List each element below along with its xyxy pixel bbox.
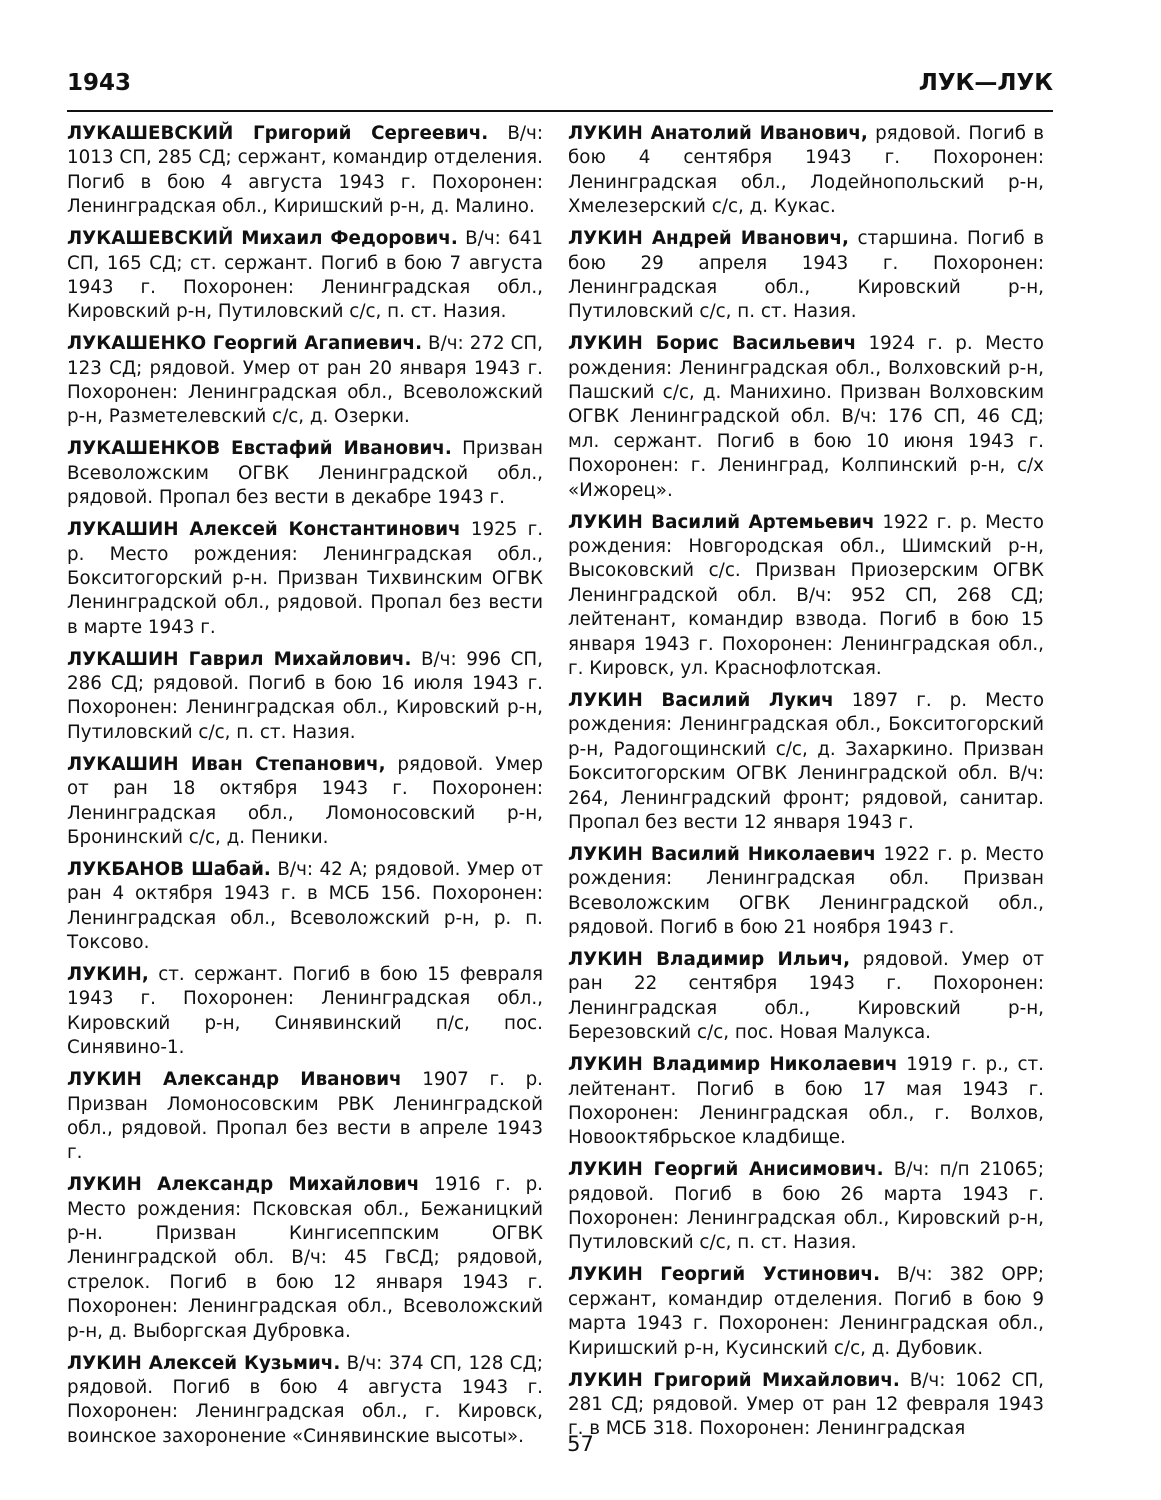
entry xyxy=(568,689,1044,835)
entry-text: В/ч: 272 СП, 123 СД; рядовой. Умер от ран 20 января 1943 г. Похоронен: Ленинградская обл., Всеволожский р-н, Разметелевский с/с, д. Озерки. xyxy=(67,333,543,428)
entry-text: 1925 г. р. Место рождения: Ленинградская обл., Бокситогорский р-н. Призван Тихвинским ОГВК Ленинградской обл., рядовой. Пропал без вести в марте 1943 г. xyxy=(67,519,544,638)
entry-text: В/ч: 996 СП, 286 СД; рядовой. Погиб в бою 16 июля 1943 г. Похоронен: Ленинградская обл., Кировский р-н, Путиловский с/с, п. ст. Назия. xyxy=(67,648,543,743)
entry xyxy=(67,122,543,220)
entry xyxy=(568,511,1044,682)
entry xyxy=(67,437,543,510)
entry-text: старшина. Погиб в бою 29 апреля 1943 г. Похоронен: Ленинградская обл., Кировский р-н, Путиловский с/с, п. ст. Назия. xyxy=(568,228,1044,323)
entry xyxy=(568,1158,1044,1256)
entry-text: 1924 г. р. Место рождения: Ленинградская обл., Волховский р-н, Пашский с/с, д. Манихино. Призван Волховским ОГВК Ленинградской обл. В/ч: 176 СП, 46 СД; мл. сержант. Погиб в бою 10 июня 1943 г. Похоронен: г. Ленинград, Колпинский р-н, с/х «Ижорец». xyxy=(568,333,1044,501)
entry-name: ЛУКИН Александр Михайлович xyxy=(67,1174,420,1196)
entry-name: ЛУКАШЕВСКИЙ Григорий Сергеевич. xyxy=(67,123,489,144)
entry-name: ЛУКАШЕВСКИЙ Михаил Федорович. xyxy=(67,228,458,250)
entry-name: ЛУКИН Георгий Анисимович. xyxy=(568,1159,884,1181)
entry-name: ЛУКБАНОВ Шабай. xyxy=(67,858,271,880)
entry-text: В/ч: 1062 СП, 281 СД; рядовой. Умер от ран 12 февраля 1943 г. в МСБ 318. Похоронен: Ленинградская xyxy=(568,1369,1044,1440)
entry-name: ЛУКИН Анатолий Иванович, xyxy=(568,123,868,144)
entry xyxy=(67,227,543,325)
entry-text: 1916 г. р. Место рождения: Псковская обл., Бежаницкий р-н. Призван Кингисеппским ОГВК Ленинградской обл. В/ч: 45 ГвСД; рядовой, стрелок. Погиб в бою 12 января 1943 г. Похоронен: Ленинградская обл., Всеволожский р-н, д. Выборгская Дубровка. xyxy=(67,1174,543,1342)
entry-name: ЛУКИН Григорий Михайлович. xyxy=(568,1369,900,1391)
entry-name: ЛУКАШИН Алексей Константинович xyxy=(67,519,461,541)
right-column xyxy=(568,122,1044,1449)
entry-text: В/ч: 1013 СП, 285 СД; сержант, командир отделения. Погиб в бою 4 августа 1943 г. Похоронен: Ленинградская обл., Киришский р-н, д. Малино. xyxy=(67,123,543,218)
running-header-range: ЛУК—ЛУК xyxy=(918,70,1053,96)
left-column xyxy=(67,122,543,1457)
entry-name: ЛУКИН Василий Николаевич xyxy=(568,843,876,865)
entry-text: 1922 г. р. Место рождения: Новгородская обл., Шимский р-н, Высоковский с/с. Призван Приозерским ОГВК Ленинградской обл. В/ч: 952 СП, 268 СД; лейтенант, командир взвода. Погиб в бою 15 января 1943 г. Похоронен: Ленинградская обл., г. Кировск, ул. Краснофлотская. xyxy=(568,511,1044,680)
entry xyxy=(67,332,543,430)
entry-name: ЛУКИН, xyxy=(67,964,149,985)
entry-text: В/ч: п/п 21065; рядовой. Погиб в бою 26 марта 1943 г. Похоронен: Ленинградская обл., Кировский р-н, Путиловский с/с, п. ст. Назия. xyxy=(568,1159,1044,1254)
entry-name: ЛУКИН Василий Лукич xyxy=(568,689,834,711)
entry xyxy=(568,1369,1044,1442)
entry xyxy=(568,332,1044,503)
entry-name: ЛУКИН Алексей Кузьмич. xyxy=(67,1352,341,1374)
entry-name: ЛУКАШЕНКОВ Евстафий Иванович. xyxy=(67,438,452,460)
entry xyxy=(568,122,1044,220)
entry-name: ЛУКИН Василий Артемьевич xyxy=(568,511,875,533)
entry-text: В/ч: 42 А; рядовой. Умер от ран 4 октября 1943 г. в МСБ 156. Похоронен: Ленинградская обл., Всеволожский р-н, р. п. Токсово. xyxy=(67,858,544,954)
header-rule xyxy=(67,110,1053,112)
entry xyxy=(67,963,543,1061)
running-header-year: 1943 xyxy=(67,70,132,96)
entry-text: ст. сержант. Погиб в бою 15 февраля 1943 г. Похоронен: Ленинградская обл., Кировский р-н, Синявинский п/с, пос. Синявино-1. xyxy=(67,964,543,1059)
entry-name: ЛУКИН Александр Иванович xyxy=(67,1069,402,1091)
page-number: 57 xyxy=(567,1432,594,1456)
entry-text: 1897 г. р. Место рождения: Ленинградская обл., Бокситогорский р-н, Радогощинский с/с, д. Захаркино. Призван Бокситогорским ОГВК Ленинградской обл. В/ч: 264, Ленинградский фронт; рядовой, санитар. Пропал без вести 12 января 1943 г. xyxy=(568,689,1045,833)
entry-name: ЛУКАШИН Гаврил Михайлович. xyxy=(67,648,412,670)
entry-text: Призван Всеволожским ОГВК Ленинградской обл., рядовой. Пропал без вести в декабре 1943 г. xyxy=(67,438,543,509)
entry xyxy=(67,648,543,746)
entry-text: рядовой. Погиб в бою 4 сентября 1943 г. Похоронен: Ленинградская обл., Лодейнопольский р-н, Хмелезерский с/с, д. Кукас. xyxy=(568,123,1044,218)
entry-name: ЛУКИН Борис Васильевич xyxy=(568,333,857,355)
entry-name: ЛУКИН Андрей Иванович, xyxy=(568,228,849,250)
entry-text: рядовой. Умер от ран 18 октября 1943 г. Похоронен: Ленинградская обл., Ломоносовский р-н, Бронинский с/с, д. Пеники. xyxy=(67,753,544,848)
entry-name: ЛУКИН Владимир Ильич, xyxy=(568,949,851,970)
entry xyxy=(67,1068,543,1166)
entry-name: ЛУКАШИН Иван Степанович, xyxy=(67,753,386,775)
entry-text: В/ч: 382 ОРР; сержант, командир отделения. Погиб в бою 9 марта 1943 г. Похоронен: Ленинградская обл., Киришский р-н, Кусинский с/с, д. Дубовик. xyxy=(568,1264,1044,1359)
entry xyxy=(67,753,543,851)
entry-text: В/ч: 641 СП, 165 СД; ст. сержант. Погиб в бою 7 августа 1943 г. Похоронен: Ленинградская обл., Кировский р-н, Путиловский с/с, п. ст. Назия. xyxy=(67,228,543,323)
entry-name: ЛУКИН Владимир Николаевич xyxy=(568,1054,898,1076)
entry-text: рядовой. Умер от ран 22 сентября 1943 г. Похоронен: Ленинградская обл., Кировский р-н, Березовский с/с, пос. Новая Малукса. xyxy=(568,949,1044,1044)
entry-text: 1907 г. р. Призван Ломоносовским РВК Ленинградской обл., рядовой. Пропал без вести в апреле 1943 г. xyxy=(67,1069,543,1164)
entry xyxy=(568,227,1044,325)
entry-text: 1922 г. р. Место рождения: Ленинградская обл. Призван Всеволожским ОГВК Ленинградской обл., рядовой. Погиб в бою 21 ноября 1943 г. xyxy=(568,843,1044,939)
entry-name: ЛУКАШЕНКО Георгий Агапиевич. xyxy=(67,333,423,355)
entry-name: ЛУКИН Георгий Устинович. xyxy=(568,1264,881,1286)
entry xyxy=(568,948,1044,1046)
entry xyxy=(568,1053,1044,1151)
entry xyxy=(67,858,543,956)
entry xyxy=(568,843,1044,941)
entry xyxy=(67,1173,543,1344)
entry-text: В/ч: 374 СП, 128 СД; рядовой. Погиб в бою 4 августа 1943 г. Похоронен: Ленинградская обл., г. Кировск, воинское захоронение «Синявинские высоты». xyxy=(67,1352,543,1447)
entry-text: 1919 г. р., ст. лейтенант. Погиб в бою 17 мая 1943 г. Похоронен: Ленинградская обл., г. Волхов, Новооктябрьское кладбище. xyxy=(568,1054,1044,1149)
entry xyxy=(568,1263,1044,1361)
entry xyxy=(67,518,543,640)
